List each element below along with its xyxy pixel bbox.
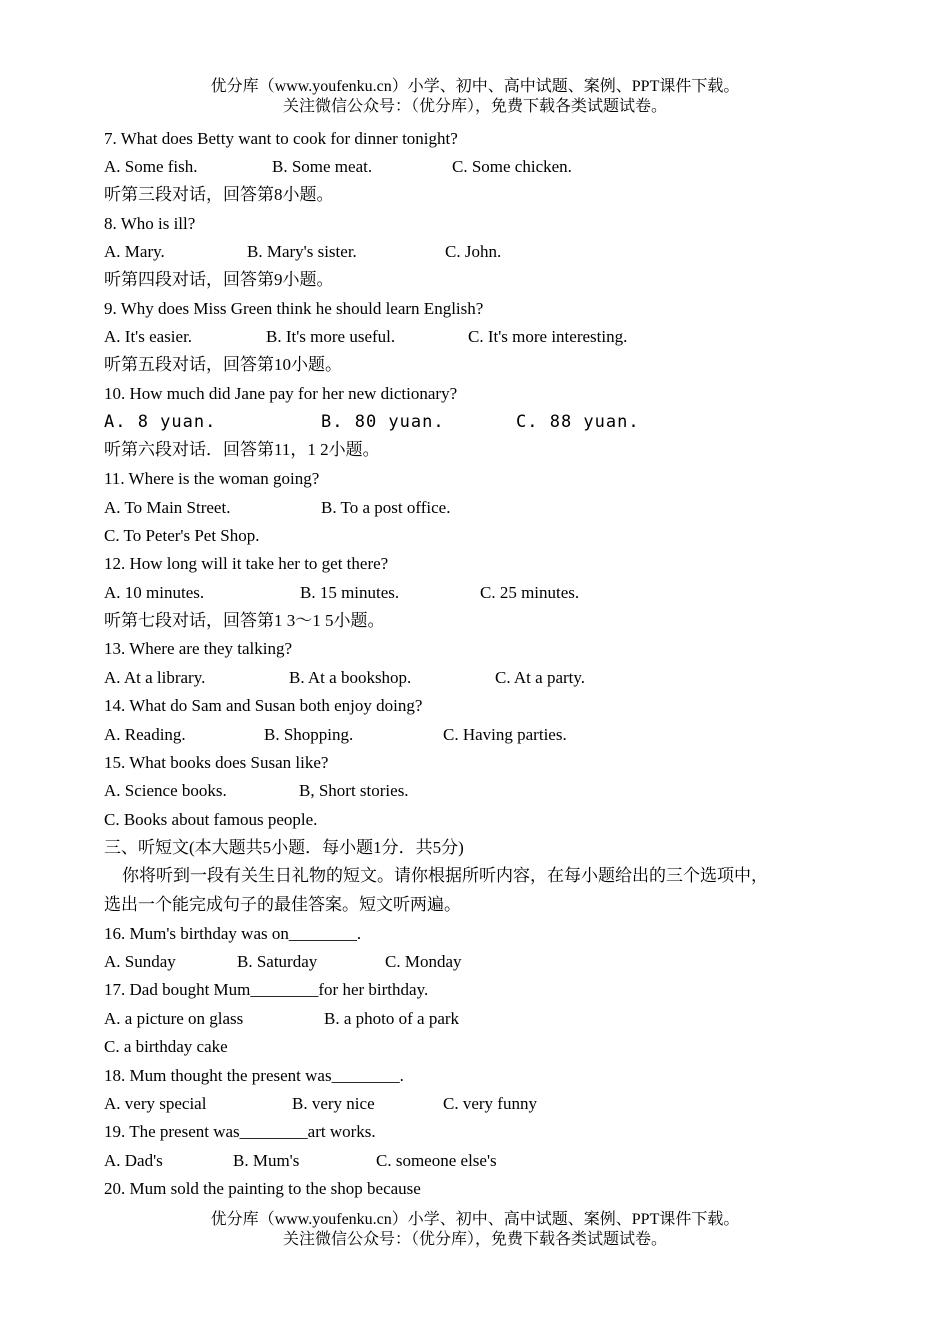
option-b: B. Saturday [237, 952, 318, 971]
option-b: B. very nice [292, 1094, 375, 1113]
question-text: 9. Why does Miss Green think he should learn English? [104, 299, 484, 318]
option-a: A. very special [104, 1094, 207, 1113]
section-instruction-3: 听第三段对话，回答第8小题。 [104, 185, 334, 204]
option-b: B. Mum's [233, 1151, 300, 1170]
section-instruction-5: 听第五段对话，回答第10小题。 [104, 355, 342, 374]
question-text: 19. The present was________art works. [104, 1122, 376, 1141]
question-text: 7. What does Betty want to cook for dinner tonight? [104, 129, 458, 148]
option-a: A. 8 yuan. [104, 412, 217, 432]
option-b: B. 80 yuan. [321, 412, 445, 432]
header-line-1: 优分库（www.youfenku.cn）小学、初中、高中试题、案例、PPT课件下载。 [210, 78, 740, 95]
section-instruction-7: 听第七段对话，回答第1 3～1 5小题。 [104, 611, 385, 630]
option-a: A. Mary. [104, 242, 165, 261]
option-c: C. a birthday cake [104, 1037, 228, 1056]
section-title: 三、听短文(本大题共5小题．每小题1分．共5分) [104, 838, 464, 857]
option-c: C. 25 minutes. [480, 583, 580, 602]
option-a: A. Sunday [104, 952, 176, 971]
footer-line-1: 优分库（www.youfenku.cn）小学、初中、高中试题、案例、PPT课件下载。 [210, 1211, 740, 1228]
option-c: C. someone else's [376, 1151, 497, 1170]
footer-line-2: 关注微信公众号：（优分库），免费下载各类试题试卷。 [282, 1231, 667, 1248]
question-text: 11. Where is the woman going? [104, 469, 320, 488]
option-b: B. Some meat. [272, 157, 373, 176]
option-b: B. It's more useful. [266, 327, 396, 346]
option-b: B, Short stories. [299, 781, 409, 800]
question-text: 18. Mum thought the present was________. [104, 1066, 404, 1085]
option-a: A. 10 minutes. [104, 583, 205, 602]
option-b: B. To a post office. [321, 498, 451, 517]
option-b: B. Shopping. [264, 725, 354, 744]
option-a: A. Science books. [104, 781, 227, 800]
section-intro-2: 选出一个能完成句子的最佳答案。短文听两遍。 [104, 895, 461, 914]
option-a: A. Reading. [104, 725, 186, 744]
option-a: A. At a library. [104, 668, 206, 687]
option-c: C. Some chicken. [452, 157, 572, 176]
option-c: C. Having parties. [443, 725, 567, 744]
option-c: C. Books about famous people. [104, 810, 318, 829]
option-a: A. To Main Street. [104, 498, 231, 517]
option-c: C. It's more interesting. [468, 327, 628, 346]
option-b: B. a photo of a park [324, 1009, 460, 1028]
option-a: A. Some fish. [104, 157, 198, 176]
section-instruction-4: 听第四段对话，回答第9小题。 [104, 270, 334, 289]
option-b: B. Mary's sister. [247, 242, 357, 261]
question-text: 15. What books does Susan like? [104, 753, 329, 772]
question-text: 12. How long will it take her to get there? [104, 554, 389, 573]
question-text: 20. Mum sold the painting to the shop because [104, 1179, 421, 1198]
question-text: 8. Who is ill? [104, 214, 196, 233]
option-a: A. a picture on glass [104, 1009, 244, 1028]
header-line-2: 关注微信公众号：（优分库），免费下载各类试题试卷。 [282, 98, 667, 115]
option-c: C. To Peter's Pet Shop. [104, 526, 260, 545]
question-text: 17. Dad bought Mum________for her birthday. [104, 980, 429, 999]
option-a: A. It's easier. [104, 327, 193, 346]
question-text: 16. Mum's birthday was on________. [104, 924, 362, 943]
section-intro-1: 你将听到一段有关生日礼物的短文。请你根据所听内容，在每小题给出的三个选项中， [122, 866, 768, 885]
option-c: C. Monday [385, 952, 462, 971]
option-c: C. At a party. [495, 668, 586, 687]
option-b: B. At a bookshop. [289, 668, 412, 687]
section-instruction-6: 听第六段对话．回答第11，1 2小题。 [104, 440, 380, 459]
option-a: A. Dad's [104, 1151, 163, 1170]
question-text: 14. What do Sam and Susan both enjoy doing? [104, 696, 423, 715]
question-text: 10. How much did Jane pay for her new dictionary? [104, 384, 458, 403]
option-c: C. 88 yuan. [516, 412, 640, 432]
option-c: C. John. [445, 242, 502, 261]
option-c: C. very funny [443, 1094, 537, 1113]
question-text: 13. Where are they talking? [104, 639, 293, 658]
option-b: B. 15 minutes. [300, 583, 400, 602]
